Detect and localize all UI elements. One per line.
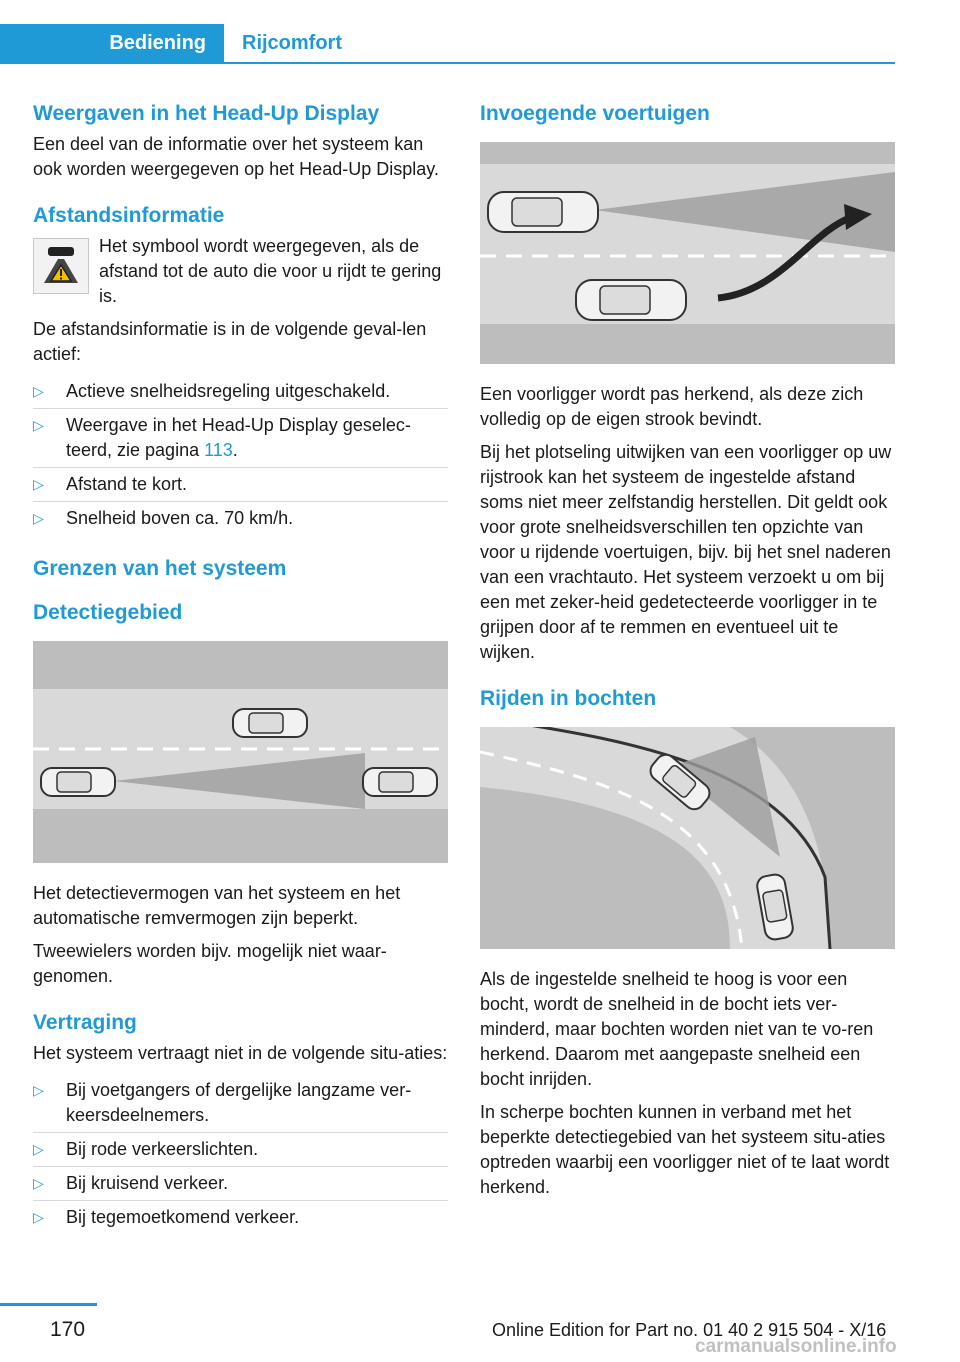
car-icon	[576, 280, 686, 320]
heading-grenzen: Grenzen van het systeem	[33, 557, 287, 580]
triangle-bullet-icon: ▷	[33, 1209, 44, 1225]
watermark: carmanualsonline.info	[695, 1336, 897, 1357]
heading-rijden-in-bochten: Rijden in bochten	[480, 687, 657, 710]
curve-driving-illustration	[480, 727, 895, 949]
footer-rule	[0, 1303, 97, 1306]
paragraph-active-cases: De afstandsinformatie is in de volgende geval‐len actief:	[33, 319, 427, 364]
detection-area-illustration	[33, 641, 448, 863]
paragraph-sudden-swerve: Bij het plotseling uitwijken van een voorligger op uw rijstrook kan het systeem de ingestelde afstand soms niet meer zelfstandig herstellen. Dit geldt ook voor grote snelheidsverschillen ten opzichte van voor u rijdende voertuigen, bijv. bij het snel naderen van een vrachtauto. Het systeem verzoekt u om bij een met zeker‐heid gedetecteerde voorligger in te grijpen door af te remmen en eventueel uit te wijken.	[480, 442, 892, 662]
page-link[interactable]: 113	[204, 440, 233, 460]
car-icon	[363, 768, 437, 796]
list-item: ▷ Bij rode verkeerslichten.	[33, 1133, 448, 1167]
triangle-bullet-icon: ▷	[33, 1141, 44, 1157]
triangle-bullet-icon: ▷	[33, 1082, 44, 1098]
list-item: ▷ Weergave in het Head-Up Display geselec‐teerd, zie pagina 113.	[33, 409, 448, 468]
chapter-tabs	[0, 24, 895, 64]
triangle-bullet-icon: ▷	[33, 383, 44, 399]
no-deceleration-list	[33, 1074, 448, 1234]
tab-bediening[interactable]: Bediening	[0, 24, 224, 62]
triangle-bullet-icon: ▷	[33, 476, 44, 492]
edition-info: Online Edition for Part no. 01 40 2 915 504 - X/16	[492, 1320, 887, 1340]
list-item: ▷ Bij kruisend verkeer.	[33, 1167, 448, 1201]
car-icon	[233, 709, 307, 737]
paragraph-two-wheelers: Tweewielers worden bijv. mogelijk niet waar‐genomen.	[33, 941, 387, 986]
distance-symbol-row	[33, 234, 448, 309]
paragraph-detected-lane: Een voorligger wordt pas herkend, als deze zich volledig op de eigen strook bevindt.	[480, 384, 864, 429]
list-item: ▷ Afstand te kort.	[33, 468, 448, 502]
paragraph-no-deceleration: Het systeem vertraagt niet in de volgende situ‐aties:	[33, 1043, 448, 1063]
triangle-bullet-icon: ▷	[33, 1175, 44, 1191]
symbol-description: Het symbool wordt weergegeven, als de afstand tot de auto die voor u rijdt te gering is.	[99, 236, 442, 306]
triangle-bullet-icon: ▷	[33, 417, 44, 433]
paragraph-curve-speed: Als de ingestelde snelheid te hoog is voor een bocht, wordt de snelheid in de bocht iets ver‐minderd, maar bochten worden niet van te vo‐ren herkend. Daarom met aangepaste snelheid een bocht inrijden.	[480, 969, 874, 1089]
page-number: 170	[50, 1318, 86, 1341]
car-icon	[488, 192, 598, 232]
right-column	[480, 100, 895, 1208]
paragraph-sharp-curves: In scherpe bochten kunnen in verband met het beperkte detectiegebied van het systeem situ‐aties optreden waarbij een voorligger niet of te laat wordt herkend.	[480, 1102, 890, 1197]
list-item: ▷ Actieve snelheidsregeling uitgeschakeld.	[33, 375, 448, 409]
heading-afstandsinformatie: Afstandsinformatie	[33, 204, 225, 227]
triangle-bullet-icon: ▷	[33, 510, 44, 526]
list-item: ▷ Bij voetgangers of dergelijke langzame ver‐keersdeelnemers.	[33, 1074, 448, 1133]
heading-vertraging: Vertraging	[33, 1011, 137, 1034]
list-item: ▷ Bij tegemoetkomend verkeer.	[33, 1201, 448, 1234]
left-column	[33, 100, 448, 1242]
distance-warning-icon	[33, 238, 89, 294]
list-item: ▷ Snelheid boven ca. 70 km/h.	[33, 502, 448, 535]
heading-detectiegebied: Detectiegebied	[33, 601, 183, 624]
active-cases-list	[33, 375, 448, 535]
merging-vehicles-illustration	[480, 142, 895, 364]
heading-invoegende-voertuigen: Invoegende voertuigen	[480, 102, 710, 125]
paragraph-detection-limited: Het detectievermogen van het systeem en het automatische remvermogen zijn beperkt.	[33, 883, 401, 928]
tab-rijcomfort[interactable]: Rijcomfort	[242, 32, 342, 54]
paragraph-hud-info: Een deel van de informatie over het systeem kan ook worden weergegeven op het Head-Up Display.	[33, 134, 439, 179]
heading-head-up-display: Weergaven in het Head-Up Display	[33, 102, 380, 125]
car-icon	[41, 768, 115, 796]
